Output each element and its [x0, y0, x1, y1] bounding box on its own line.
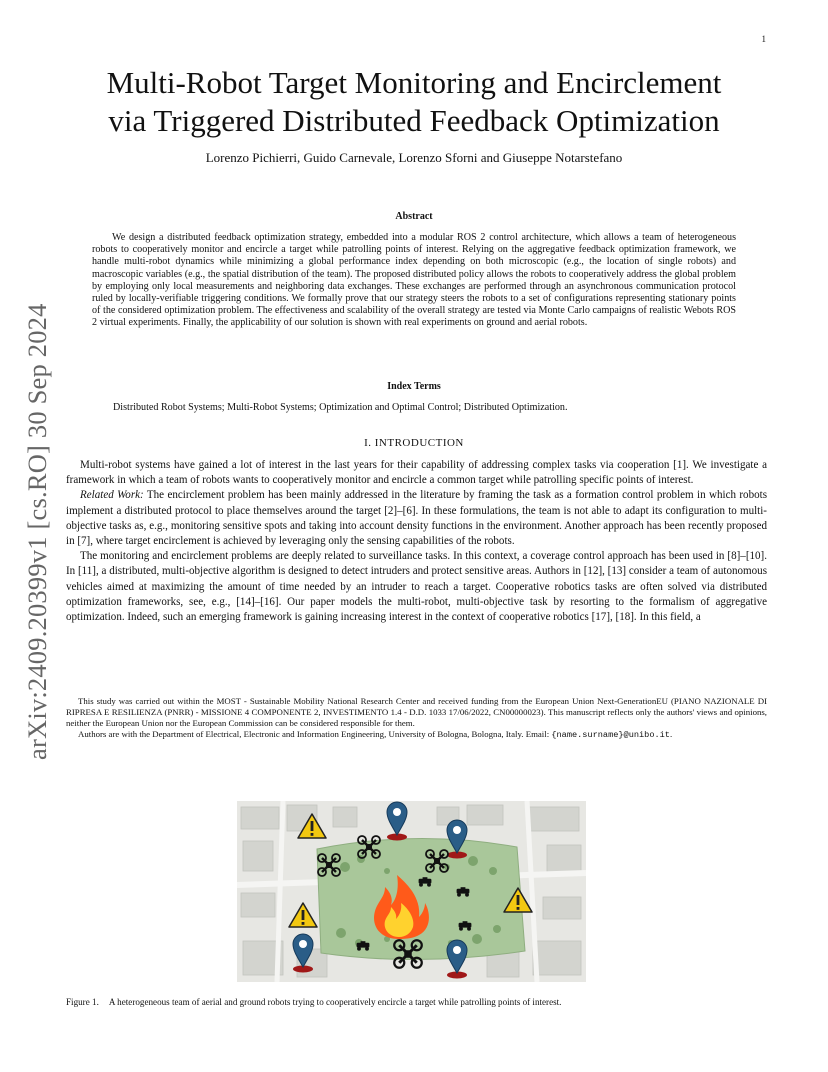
arxiv-stamp: arXiv:2409.20399v1 [cs.RO] 30 Sep 2024 — [22, 303, 52, 760]
map-pin-icon — [293, 934, 313, 973]
related-work-label: Related Work: — [80, 489, 144, 502]
page-number: 1 — [761, 34, 766, 44]
index-terms-heading: Index Terms — [387, 381, 441, 392]
title-line-1: Multi-Robot Target Monitoring and Encirclement — [106, 65, 722, 100]
figure-caption — [66, 997, 768, 1007]
email-address: {name.surname}@unibo.it — [551, 730, 670, 740]
intro-paragraph-3: The monitoring and encirclement problems are deeply related to surveillance tasks. In this context, a coverage control approach has been used in [8]–[10]. In [11], a distributed, multi-objective algorithm is designed to detect intruders and protect sensitive areas. Authors in [12], [13] consider a team of autonomous vehicles aimed at maximizing the amount of time needed by an intruder to reach a target. Cooperative robotics tasks are often solved via distributed optimization frameworks, see, e.g., [14]–[16]. Our paper models the multi-robot, multi-objective task by resorting to the formalism of aggregative optimization. Indeed, such an emerging framework is gaining increasing interest in the context of cooperative robotics [17], [18]. In this field, a — [66, 550, 767, 624]
footnotes — [66, 696, 767, 741]
map-pin-icon — [447, 940, 467, 979]
affiliation-text: Authors are with the Department of Electrical, Electronic and Information Engineering, University of Bologna, Bologna, Italy. Email: — [78, 729, 552, 739]
figure-caption-text: A heterogeneous team of aerial and ground robots trying to cooperatively encircle a target while patrolling points of interest. — [108, 997, 562, 1007]
affiliation-footnote — [66, 729, 767, 741]
funding-footnote: This study was carried out within the MOST - Sustainable Mobility National Research Center and received funding from the European Union Next-GenerationEU (PIANO NAZIONALE DI RIPRESA E RESILIENZA (PNRR) - MISSIONE 4 COMPONENTE 2, INVESTIMENTO 1.4 - D.D. 1033 17/06/2022, CN00000023). This manuscript reflects only the authors' views and opinions, neither the European Union nor the European Commission can be considered responsible for them. — [66, 696, 767, 728]
index-terms-body: Distributed Robot Systems; Multi-Robot Systems; Optimization and Optimal Control; Distributed Optimization. — [113, 402, 568, 413]
section-heading: I. INTRODUCTION — [364, 437, 464, 449]
intro-paragraph-1: Multi-robot systems have gained a lot of interest in the last years for their capability of addressing complex tasks via cooperation [1]. We investigate a framework in which a team of robots wants to cooperatively monitor and encircle a common target while patrolling specific points of interest. — [66, 459, 767, 487]
abstract-body: We design a distributed feedback optimization strategy, embedded into a modular ROS 2 control architecture, which allows a team of heterogeneous robots to cooperatively monitor and encircle a target while patrolling points of interest. Relying on the aggregative feedback optimization framework, we handle multi-robot dynamics while minimizing a global performance index depending on both microscopic (e.g., the location of single robots) and macroscopic variables (e.g., the spatial distribution of the team). The proposed distributed policy allows the robots to cooperatively address the global problem by employing only local measurements and neighboring data exchanges. These exchanges are performed through an asynchronous communication protocol ruled by locally-verifiable triggering conditions. We formally prove that our strategy steers the robots to a set of configurations representing stationary points of the considered optimization problem. The effectiveness and scalability of the overall strategy are tested via Monte Carlo campaigns of realistic Webots ROS 2 virtual experiments. Finally, the applicability of our solution is shown with real experiments on ground and aerial robots. — [92, 232, 736, 329]
figure-1-illustration — [237, 801, 586, 982]
introduction-text — [66, 458, 767, 625]
paper-title — [60, 64, 768, 140]
title-line-2: via Triggered Distributed Feedback Optimization — [108, 103, 720, 138]
figure-label: Figure 1. — [66, 997, 99, 1007]
abstract-heading: Abstract — [395, 211, 433, 222]
map-pin-icon — [387, 802, 407, 841]
email-end: . — [669, 729, 673, 739]
related-work-text: The encirclement problem has been mainly addressed in the literature by framing the task as a formation control problem in which robots implement a distributed protocol to place themselves around the target [2]–[6]. In these formulations, the team is not able to adapt its configuration to multi-objective tasks as, e.g., monitoring sensitive spots and taking into account density functions in the environment. Another approach has been recently proposed in [7], where target encirclement is achieved by leveraging only the sensing capabilities of the robots. — [66, 489, 767, 548]
map-pin-icon — [447, 820, 467, 859]
intro-paragraph-2 — [66, 488, 767, 549]
authors: Lorenzo Pichierri, Guido Carnevale, Lorenzo Sforni and Giuseppe Notarstefano — [205, 150, 623, 165]
